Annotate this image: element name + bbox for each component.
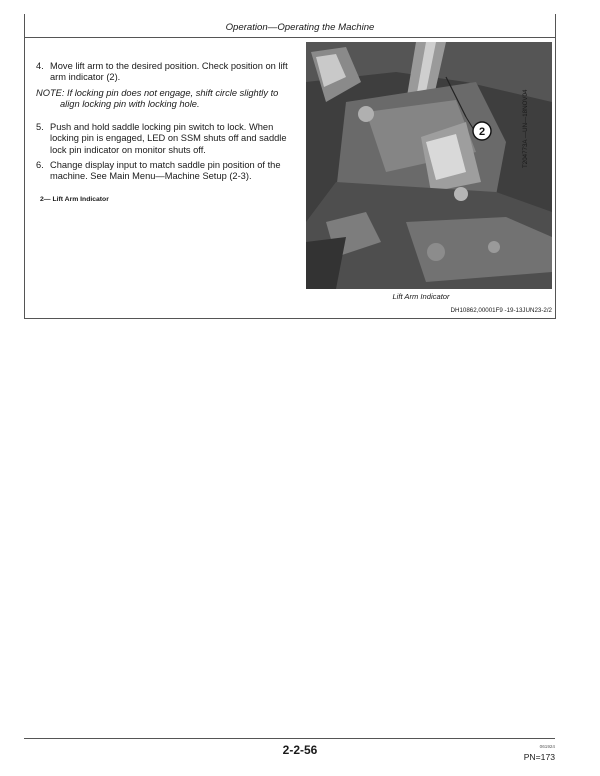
frame-bottom-border [24,318,556,319]
image-id: T204773A —UN—18NOV04 [522,89,529,168]
lift-arm-photo [306,42,552,289]
section-title: Operation—Operating the Machine [225,22,375,33]
step-text: Change display input to match saddle pin position of the machine. See Main Menu—Machine Setup (2-3). [50,160,281,182]
step-number: 4. [36,61,44,71]
step-4 [36,61,291,84]
note-text: NOTE: If locking pin does not engage, shift circle slightly to align locking pin with locking hole. [36,88,279,110]
step-text: Push and hold saddle locking pin switch to lock. When locking pin is engaged, LED on SSM shuts off and saddle lock pin indicator on monitor shuts off. [50,122,287,155]
step-number: 5. [36,122,44,132]
header-rule [24,37,555,38]
frame-right-border [555,37,556,319]
document-reference: DH10862,00001F9 -19-13JUN23-2/2 [450,307,552,314]
callout-legend: 2— Lift Arm Indicator [40,196,109,203]
note [36,88,291,111]
callout-number: 2 [478,126,486,138]
step-text: Move lift arm to the desired position. Check position on lift arm indicator (2). [50,61,288,83]
footer-rule [24,738,555,739]
step-5 [36,122,291,156]
step-number: 6. [36,160,44,170]
figure-caption: Lift Arm Indicator [392,292,450,301]
pn-label: PN=173 [523,752,555,762]
step-6 [36,160,291,183]
frame-left-border [24,37,25,319]
page-number: 2-2-56 [282,743,318,757]
footer-code: 061924 [539,744,555,749]
